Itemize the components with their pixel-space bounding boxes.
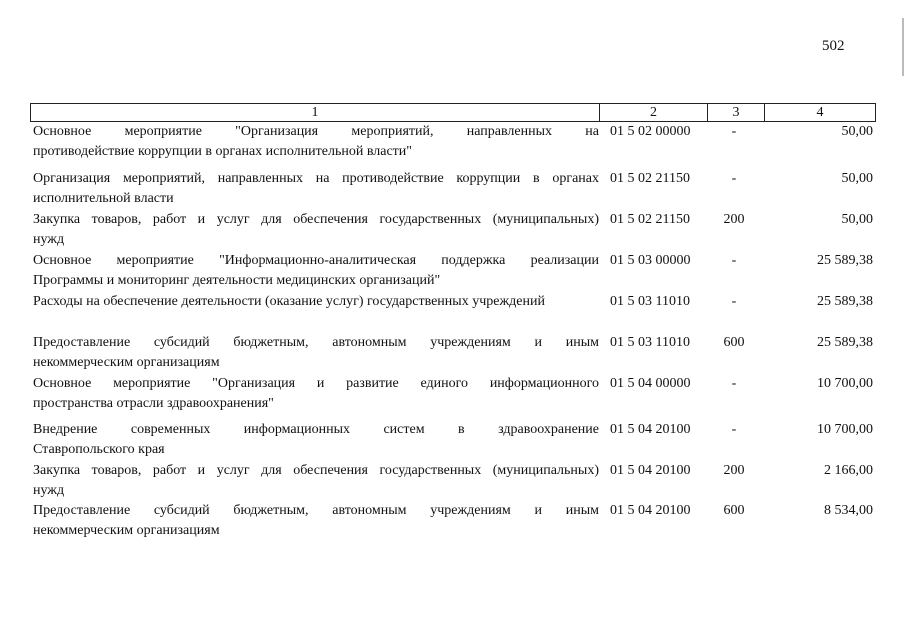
row-code: 01 5 02 21150 [610, 171, 690, 186]
row-code: 01 5 02 21150 [610, 212, 690, 227]
row-type: - [731, 294, 737, 309]
row-description [33, 210, 599, 250]
description-line-2: Программы и мониторинг деятельности медицинских организаций" [33, 273, 441, 288]
description-line-1: Закупка товаров, работ и услуг для обеспечения государственных (муниципальных) [33, 212, 599, 227]
row-amount: 10 700,00 [817, 376, 873, 391]
description-line-1: Организация мероприятий, направленных на противодействие коррупции в органах [33, 171, 599, 186]
row-amount: 50,00 [841, 124, 873, 139]
header-col-2: 2 [650, 105, 657, 120]
row-amount: 25 589,38 [817, 294, 873, 309]
header-col-3: 3 [732, 105, 740, 120]
row-amount: 2 166,00 [824, 463, 873, 478]
description-line-2: противодействие коррупции в органах исполнительной власти" [33, 144, 412, 159]
row-type: 600 [723, 503, 745, 518]
row-code: 01 5 04 00000 [610, 376, 691, 391]
description-line-1: Расходы на обеспечение деятельности (оказание услуг) государственных учреждений [33, 294, 545, 309]
row-code: 01 5 03 11010 [610, 294, 690, 309]
row-description [33, 292, 599, 312]
row-type: 600 [723, 335, 745, 350]
row-amount: 25 589,38 [817, 335, 873, 350]
row-amount: 25 589,38 [817, 253, 873, 268]
row-description [33, 333, 599, 373]
row-code: 01 5 04 20100 [610, 463, 691, 478]
row-type: 200 [723, 212, 745, 227]
page-number: 502 [822, 38, 845, 54]
row-description [33, 501, 599, 541]
description-line-2: нужд [33, 232, 65, 247]
description-line-2: исполнительной власти [33, 191, 174, 206]
row-type: - [731, 422, 737, 437]
description-line-1: Предоставление субсидий бюджетным, автономным учреждениям и иным [33, 503, 599, 518]
row-description [33, 169, 599, 209]
row-amount: 8 534,00 [824, 503, 873, 518]
description-line-1: Закупка товаров, работ и услуг для обеспечения государственных (муниципальных) [33, 463, 599, 478]
description-line-2: Ставропольского края [33, 442, 165, 457]
description-line-2: пространства отрасли здравоохранения" [33, 396, 274, 411]
description-line-2: нужд [33, 483, 65, 498]
description-line-1: Основное мероприятие "Организация и развитие единого информационного [33, 376, 599, 391]
header-col-4: 4 [816, 105, 824, 120]
row-description [33, 420, 599, 460]
row-type: 200 [723, 463, 745, 478]
table-header [30, 103, 876, 122]
row-code: 01 5 02 00000 [610, 124, 691, 139]
row-amount: 10 700,00 [817, 422, 873, 437]
description-line-1: Внедрение современных информационных систем в здравоохранение [33, 422, 599, 437]
header-col-1: 1 [311, 105, 319, 120]
row-description [33, 122, 599, 162]
description-line-2: некоммерческим организациям [33, 523, 220, 538]
row-description [33, 374, 599, 414]
row-description [33, 251, 599, 291]
row-description [33, 461, 599, 501]
row-code: 01 5 03 00000 [610, 253, 691, 268]
description-line-2: некоммерческим организациям [33, 355, 220, 370]
row-code: 01 5 03 11010 [610, 335, 690, 350]
row-amount: 50,00 [841, 171, 873, 186]
row-type: - [731, 124, 737, 139]
description-line-1: Предоставление субсидий бюджетным, автономным учреждениям и иным [33, 335, 599, 350]
row-type: - [731, 376, 737, 391]
row-amount: 50,00 [841, 212, 873, 227]
description-line-1: Основное мероприятие "Организация мероприятий, направленных на [33, 124, 599, 139]
row-code: 01 5 04 20100 [610, 503, 691, 518]
row-code: 01 5 04 20100 [610, 422, 691, 437]
row-type: - [731, 171, 737, 186]
description-line-1: Основное мероприятие "Информационно-аналитическая поддержка реализации [33, 253, 599, 268]
page-edge-mark [902, 18, 904, 76]
row-type: - [731, 253, 737, 268]
